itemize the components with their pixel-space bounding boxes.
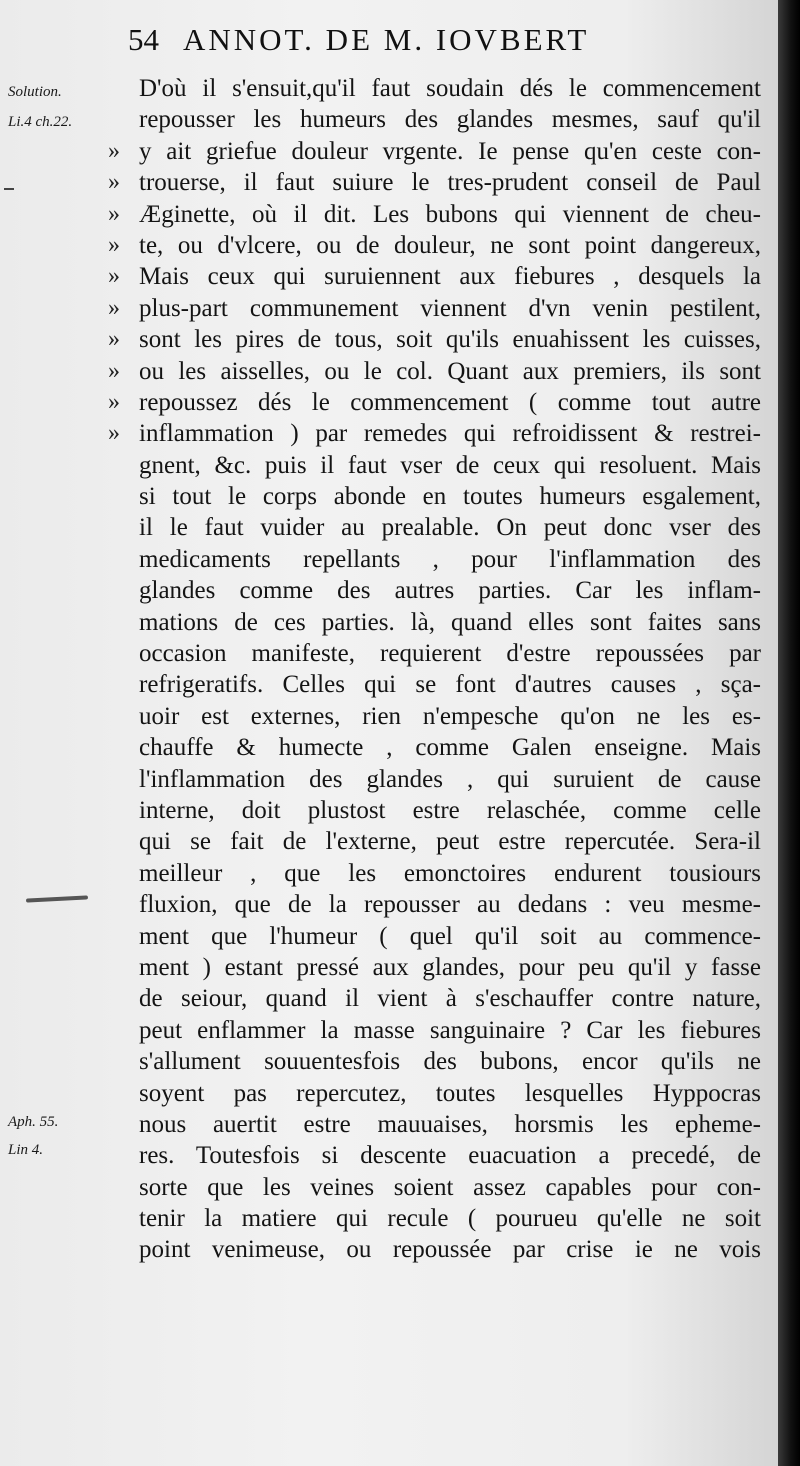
line-text: nous auertit estre mauuaises, horsmis les epheme- [139,1110,761,1138]
text-line [0,167,780,198]
margin-note: Aph. 55. [8,1114,59,1130]
text-line [0,1140,780,1171]
text-line [0,1046,780,1077]
line-text: meilleur , que les emonctoires endurent tousiours [139,859,761,887]
line-text: fluxion, que de la repousser au dedans : veu mesme- [139,891,761,919]
text-line [0,921,780,952]
line-text: s'allument souuentesfois des bubons, encor qu'ils ne [139,1048,761,1076]
line-text: D'où il s'ensuit,qu'il faut soudain dés le commencement [139,75,761,102]
line-text: Æginette, où il dit. Les bubons qui viennent de cheu- [139,200,761,228]
quotation-mark: » [108,357,120,384]
text-line [0,544,780,575]
text-line [0,575,780,606]
margin-note: Solution. [8,84,62,100]
text-line [0,607,780,638]
line-text: res. Toutesfois si descente euacuation a precedé, de [139,1142,761,1170]
text-line [0,638,780,669]
text-line [0,1203,780,1234]
page-number: 54 [128,22,159,57]
line-text: ou les aisselles, ou le col. Quant aux premiers, ils sont [139,357,761,385]
text-line [0,356,780,387]
line-text: si tout le corps abonde en toutes humeurs esgalement, [139,483,761,511]
margin-note: Lin 4. [8,1142,44,1158]
text-line [0,732,780,763]
line-text: qui se fait de l'externe, peut estre repercutée. Sera-il [139,828,761,856]
line-text: glandes comme des autres parties. Car les inflam- [139,577,761,605]
quotation-mark: » [108,169,120,196]
text-line [0,261,780,292]
line-text: medicaments repellants , pour l'inflammation des [139,545,761,573]
line-text: gnent, &c. puis il faut vser de ceux qui resoluent. Mais [139,451,761,479]
line-text: ment que l'humeur ( quel qu'il soit au commence- [139,922,761,950]
text-line [0,983,780,1014]
line-text: repoussez dés le commencement ( comme tout autre [139,388,761,416]
line-text: uoir est externes, rien n'empesche qu'on ne les es- [139,702,761,730]
line-text: il le faut vuider au prealable. On peut donc vser des [139,514,761,542]
text-line [0,387,780,418]
line-text: mations de ces parties. là, quand elles sont faites sans [139,608,761,636]
line-text: trouerse, il faut suiure le tres-prudent conseil de Paul [139,169,761,197]
text-line [0,889,780,920]
line-text: tenir la matiere qui recule ( pourueu qu'elle ne soit [139,1205,761,1233]
text-line [0,481,780,512]
line-text: ment ) estant pressé aux glandes, pour peu qu'il y fasse [139,953,761,981]
line-text: refrigeratifs. Celles qui se font d'autres causes , sça- [139,671,761,699]
quotation-mark: » [108,294,120,321]
line-text: inflammation ) par remedes qui refroidissent & restrei- [139,420,761,448]
text-line [0,858,780,889]
line-text: plus-part communement viennent d'vn venin pestilent, [139,294,761,322]
text-line [0,136,780,167]
quotation-mark: » [108,388,120,415]
line-text: te, ou d'vlcere, ou de douleur, ne sont point dangereux, [139,231,761,259]
quotation-mark: » [108,420,120,447]
text-line [0,795,780,826]
line-text: de seiour, quand il vient à s'eschauffer contre nature, [139,985,761,1013]
line-text: soyent pas repercutez, toutes lesquelles Hyppocras [139,1079,761,1107]
line-text: occasion manifeste, requierent d'estre repoussées par [139,640,761,668]
line-text: sont les pires de tous, soit qu'ils enuahissent les cuisses, [139,326,761,354]
text-line [0,512,780,543]
text-line [0,1172,780,1203]
margin-note: Li.4 ch.22. [8,114,73,130]
line-text: peut enflammer la masse sanguinaire ? Car les fiebures [139,1016,761,1044]
text-line [0,230,780,261]
text-line [0,952,780,983]
quotation-mark: » [108,137,120,164]
text-line [0,1015,780,1046]
text-line [0,1109,780,1140]
text-line [0,764,780,795]
line-text: sorte que les veines soient assez capables pour con- [139,1173,761,1201]
quotation-mark: » [108,200,120,227]
text-line [0,199,780,230]
line-text: interne, doit plustost estre relaschée, comme celle [139,796,761,824]
text-line [0,1234,780,1265]
running-title: ANNOT. DE M. IOVBERT [183,22,590,57]
text-line [0,324,780,355]
text-line [0,669,780,700]
text-line [0,826,780,857]
text-line [0,104,780,135]
quotation-mark: » [108,263,120,290]
book-gutter [778,0,800,1466]
text-line [0,450,780,481]
line-text: chauffe & humecte , comme Galen enseigne. Mais [139,734,761,762]
line-text: repousser les humeurs des glandes mesmes, sauf qu'il [139,106,761,134]
page-header [128,20,768,60]
line-text: l'inflammation des glandes , qui suruient de cause [139,765,761,793]
text-line [0,701,780,732]
quotation-mark: » [108,326,120,353]
line-text: point venimeuse, ou repoussée par crise ie ne vois [139,1236,761,1264]
text-line [0,1078,780,1109]
text-line [0,73,780,104]
line-text: Mais ceux qui suruiennent aux fiebures , desquels la [139,263,761,291]
quotation-mark: » [108,231,120,258]
line-text: y ait griefue douleur vrgente. Ie pense qu'en ceste con- [139,137,761,165]
text-line [0,418,780,449]
text-line [0,293,780,324]
body-text [0,73,780,1266]
